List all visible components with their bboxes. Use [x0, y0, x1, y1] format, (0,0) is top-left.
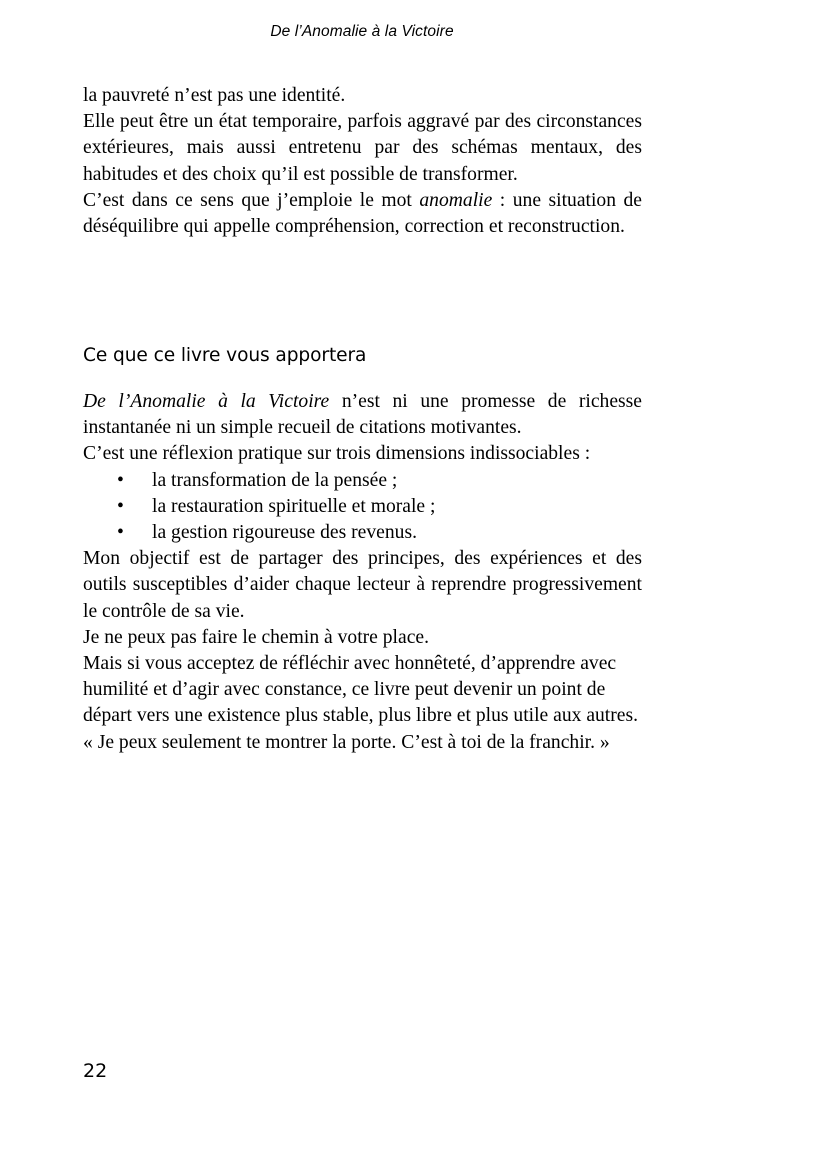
- bullet-icon: •: [117, 522, 124, 544]
- section-paragraph-2: C’est une réflexion pratique sur trois dimensions indissociables :: [83, 443, 591, 465]
- list-item: [83, 520, 642, 546]
- intro-paragraph-2: Elle peut être un état temporaire, parfois aggravé par des circonstances extérieures, mais aussi entretenu par des schémas mentaux, des habitudes et des choix qu’il est possible de transformer.: [83, 111, 642, 185]
- section-p1-rest: n’est ni une promesse de richesse instantanée ni un simple recueil de citations motivantes.: [83, 391, 642, 439]
- book-title: De l’Anomalie à la Victoire: [83, 391, 330, 412]
- anomalie-term: anomalie: [419, 189, 493, 211]
- section-paragraph-3: Mon objectif est de partager des principes, des expériences et des outils susceptibles d’aider chaque lecteur à reprendre progressivement le contrôle de sa vie.: [83, 548, 642, 622]
- intro-text: [83, 83, 642, 240]
- dimensions-list: [83, 468, 642, 547]
- section-paragraph-4: Je ne peux pas faire le chemin à votre place.: [83, 626, 429, 648]
- list-item-text: la gestion rigoureuse des revenus.: [152, 522, 417, 544]
- intro-p3-rest: : une situation de déséquilibre qui appelle compréhension, correction et reconstruction.: [83, 189, 642, 238]
- list-item: [83, 468, 642, 494]
- bullet-icon: •: [117, 495, 124, 517]
- section-paragraph-1: [83, 389, 642, 441]
- list-item-text: la restauration spirituelle et morale ;: [152, 495, 436, 517]
- section-body: [83, 389, 642, 756]
- intro-paragraph-1: la pauvreté n’est pas une identité.: [83, 85, 346, 106]
- intro-p3-lead: C’est dans ce sens que j’emploie le mot: [83, 189, 420, 211]
- closing-quote: « Je peux seulement te montrer la porte. C’est à toi de la franchir. »: [83, 731, 610, 753]
- bullet-icon: •: [117, 469, 124, 491]
- list-item-text: la transformation de la pensée ;: [152, 469, 398, 491]
- running-header: De l’Anomalie à la Victoire: [270, 23, 454, 40]
- list-item: [83, 494, 642, 520]
- section-heading: Ce que ce livre vous apportera: [83, 345, 367, 366]
- intro-paragraph-3: [83, 188, 642, 240]
- section-paragraph-5: Mais si vous acceptez de réfléchir avec honnêteté, d’apprendre avec humilité et d’agir avec constance, ce livre peut devenir un point de départ vers une existence plus stable, plus libre et plus utile aux autres.: [83, 653, 638, 727]
- page-number: 22: [83, 1060, 108, 1082]
